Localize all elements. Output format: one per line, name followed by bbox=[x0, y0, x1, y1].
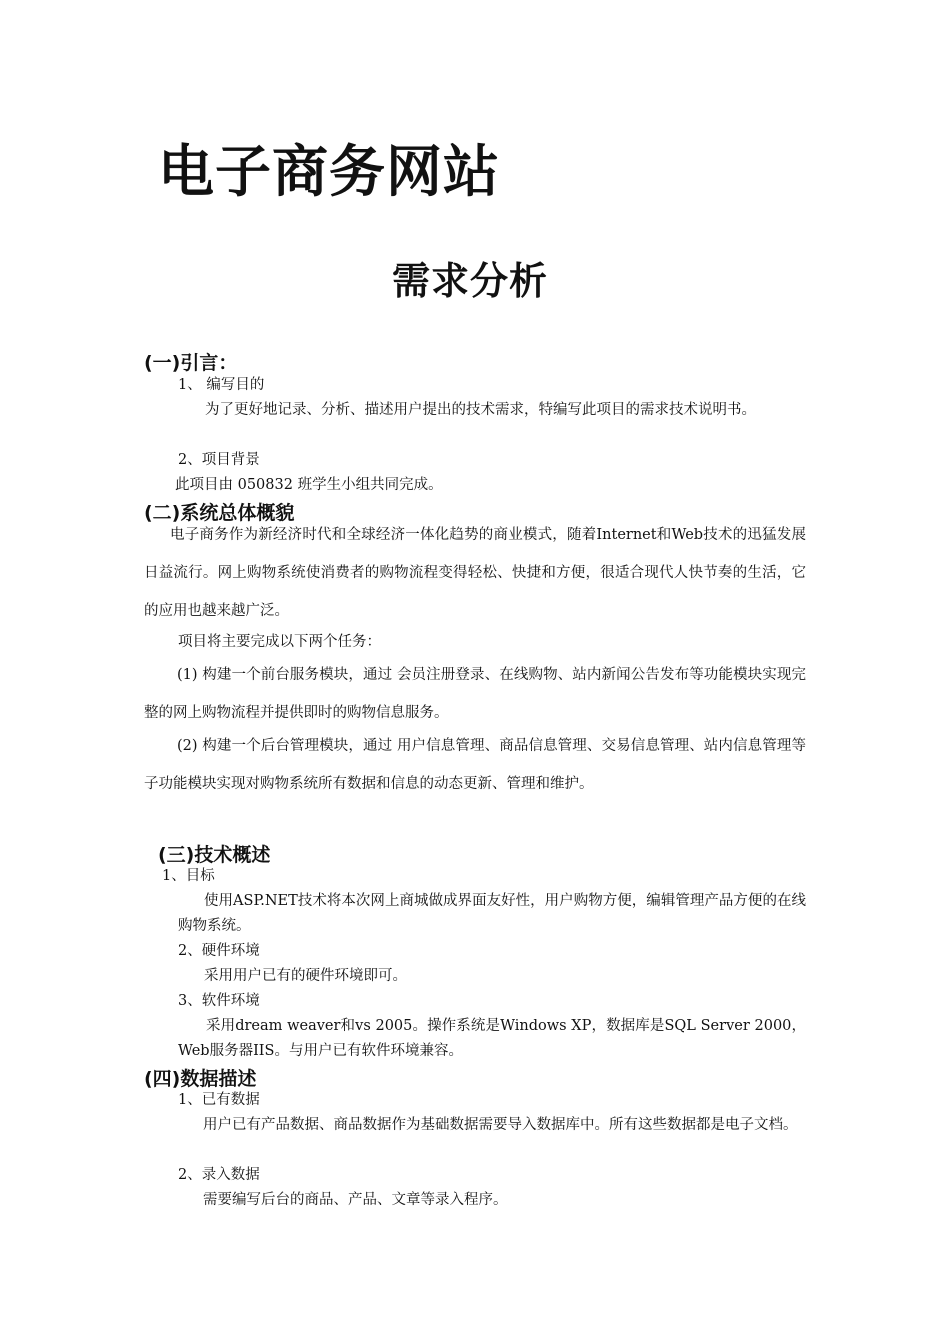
item-existing-data: 1、已有数据 bbox=[178, 1092, 260, 1108]
item-software-text: 采用dream weaver和vs 2005。操作系统是Windows XP，数据库是SQL Server 2000，Web服务器IIS。与用户已有软件环境兼容。 bbox=[178, 1018, 806, 1059]
item-existing-data-text: 用户已有产品数据、商品数据作为基础数据需要导入数据库中。所有这些数据都是电子文档。 bbox=[203, 1117, 798, 1133]
item-purpose: 1、 编写目的 bbox=[178, 377, 265, 393]
item-goal: 1、目标 bbox=[162, 868, 215, 884]
item-goal-text: 使用ASP.NET技术将本次网上商城做成界面友好性，用户购物方便，编辑管理产品方便的在线购物系统。 bbox=[178, 893, 806, 934]
item-hardware-text: 采用用户已有的硬件环境即可。 bbox=[204, 968, 407, 984]
item-purpose-text: 为了更好地记录、分析、描述用户提出的技术需求，特编写此项目的需求技术说明书。 bbox=[205, 402, 756, 418]
section-heading-data: (四)数据描述 bbox=[144, 1068, 257, 1090]
task-frontend: (1) 构建一个前台服务模块，通过 会员注册登录、在线购物、站内新闻公告发布等功能模块实现完整的网上购物流程并提供即时的购物信息服务。 bbox=[144, 667, 806, 721]
item-software: 3、软件环境 bbox=[178, 993, 260, 1009]
task-intro: 项目将主要完成以下两个任务： bbox=[178, 634, 381, 650]
item-input-data: 2、录入数据 bbox=[178, 1167, 260, 1183]
task-backend: (2) 构建一个后台管理模块，通过 用户信息管理、商品信息管理、交易信息管理、站内信息管理等子功能模块实现对购物系统所有数据和信息的动态更新、管理和维护。 bbox=[144, 738, 806, 792]
section-heading-overview: (二)系统总体概貌 bbox=[144, 502, 295, 524]
overview-paragraph: 电子商务作为新经济时代和全球经济一体化趋势的商业模式，随着Internet和Web技术的迅猛发展日益流行。网上购物系统使消费者的购物流程变得轻松、快捷和方便，很适合现代人快节奏的生活，它的应用也越来越广泛。 bbox=[144, 527, 806, 619]
item-hardware: 2、硬件环境 bbox=[178, 943, 260, 959]
section-heading-intro: (一)引言： bbox=[144, 352, 238, 374]
document-title: 电子商务网站 bbox=[158, 140, 500, 205]
item-background-text: 此项目由 050832 班学生小组共同完成。 bbox=[175, 477, 443, 493]
item-input-data-text: 需要编写后台的商品、产品、文章等录入程序。 bbox=[203, 1192, 508, 1208]
section-heading-tech: (三)技术概述 bbox=[158, 844, 271, 866]
document-subtitle: 需求分析 bbox=[392, 259, 549, 303]
item-background: 2、项目背景 bbox=[178, 452, 260, 468]
